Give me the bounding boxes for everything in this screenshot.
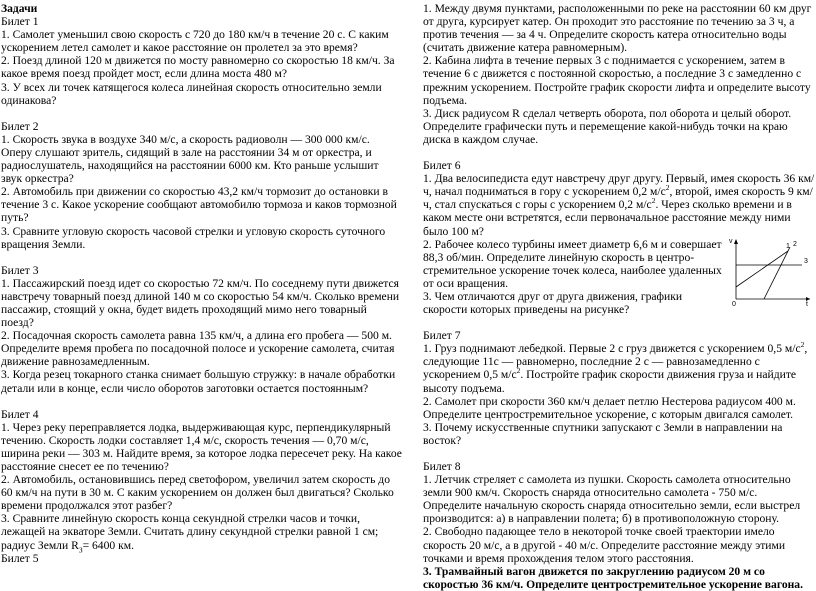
graph-label-1: 1: [786, 243, 790, 251]
ticket-8-title: Билет 8: [423, 460, 461, 473]
graph-t-label: t: [806, 301, 808, 308]
ticket-6-problem-3: 3. Чем отличаются друг от друга движения, графики скорости которых приведены на рисунке?: [423, 289, 683, 317]
right-column: [423, 2, 816, 591]
graph-label-2: 2: [793, 241, 797, 249]
ticket-7-problem-2: 2. Самолет при скорости 360 км/ч делает петлю Нестерова радиусом 400 м. Определите центростремительное ускорение, с которым двигался самолет.: [423, 394, 796, 421]
graph-velocity-arrow: [734, 239, 738, 244]
ticket-8-problem-2: 2. Свободно падающее тело в некоторой точке своей траектории имело скорость 20 м/с, а в другой - 40 м/с. Определите расстояние между этими точками и время прохождения телом этого расстояния.: [423, 525, 786, 565]
ticket-7-title: Билет 7: [423, 329, 461, 343]
graph-label-3: 3: [804, 258, 808, 266]
left-column: [1, 2, 402, 565]
graph-line-2: [764, 247, 790, 299]
ticket-4-problem-1: 1. Через реку переправляется лодка, выдерживающая курс, перпендикулярный течению. Скорость лодки составляет 1,4 м/с, скорость течения — 0,70 м/с, ширина реки — 303 м. Найдите время, за которое лодка пересечет реку. На какое расстояние снесет ее по течению?: [1, 420, 402, 473]
ticket-4-problem-3: 3. Сравните линейную скорость конца секундной стрелки часов и точки, лежащей на экваторе Земли. Считать длину секундной стрелки равной 1 см; радиус Земли $R_З= 6400$ км.: [1, 512, 379, 554]
ticket-7-problem-1: 1. Груз поднимают лебедкой. Первые 2 с груз движется с ускорением 0,5 $м/с^2$, следующие 11с — равномерно, последние 2 с — равнозамедленно с ускорением 0,5 $м/с^2$. Постройте график скорости движения груза и найдите высоту подъема.: [423, 340, 808, 395]
ticket-1-title: Билет 1: [1, 15, 39, 29]
document-heading: Задачи: [1, 2, 38, 15]
ticket-2-problem-1: 1. Скорость звука в воздухе 340 м/с, а скорость радиоволн — 300 000 км/с. Оперу слушают зритель, сидящий в зале на расстоянии 34 м от оркестра, и радиослушатель, находящийся на расстоянии 6000 км. Кто раньше услышит звук оркестра?: [1, 132, 379, 186]
ticket-6: [423, 159, 816, 316]
ticket-6-problem-1: 1. Два велосипедиста едут навстречу друг другу. Первый, имея скорость 36 км/ч, начал подниматься в гору с ускорением 0,2 $м/с^2$, второй, имея скорость 9 км/ч, стал спускаться с горы с ускорением 0,2 $м/с^2$. Через сколько времени и в каком месте они встретятся, если первоначальное расстояние между ними было 100 м?: [423, 172, 815, 238]
ticket-2-problem-2: 2. Автомобиль при движении со скоростью 43,2 км/ч тормозит до остановки в течение 3 с. Какое ускорение сообщают автомобилю тормоза и каков тормозной путь?: [1, 185, 397, 225]
ticket-5-title: Билет 5: [1, 551, 39, 565]
ticket-3-problem-1: 1. Пассажирский поезд идет со скоростью 72 км/ч. По соседнему пути движется навстречу товарный поезд длиной 140 м со скоростью 54 км/ч. Сколько времени пассажир, стоящий у окна, будет видеть проходящий мимо него товарный поезд?: [1, 276, 400, 330]
ticket-1-problem-2: 2. Поезд длиной 120 м движется по мосту равномерно со скоростью 18 км/ч. За какое время поезд пройдет мост, если длина моста 480 м?: [1, 54, 395, 81]
ticket-1-problem-1: 1. Самолет уменьшил свою скорость с 720 до 180 км/ч в течение 20 с. С каким ускорением летел самолет и какое расстояние он пролетел за это время?: [1, 28, 389, 55]
ticket-2-title: Билет 2: [1, 119, 39, 133]
ticket-6-problem-2: 2. Рабочее колесо турбины имеет диаметр 6,6 м и совершает 88,3 об/мин. Определите линейную скорость в центро-стремительное ускорение точек колеса, наиболее удаленных от оси вращения.: [423, 237, 722, 290]
ticket-4-title: Билет 4: [1, 407, 39, 421]
ticket-3-title: Билет 3: [1, 263, 39, 277]
graph-line-1: [736, 251, 788, 287]
ticket-5-problem-1: 1. Между двумя пунктами, расположенными по реке на расстоянии 60 км друг от друга, курсирует катер. Он проходит это расстояние по течению за 3 ч, а против течения — за 4 ч. Определите скорость катера относительно воды (считать движение катера равномерным).: [423, 2, 812, 55]
ticket-3-problem-2: 2. Посадочная скорость самолета равна 135 км/ч, а длина его пробега — 500 м. Определите время пробега по посадочной полосе и ускорение самолета, считая движение равнозамедленным.: [1, 329, 395, 369]
ticket-1-problem-3: 3. У всех ли точек катящегося колеса линейная скорость относительно земли одинакова?: [1, 80, 382, 107]
ticket-8-problem-3: 3. Трамвайный вагон движется по закруглению радиусом 20 м со скоростью 36 км/ч. Определите центростремительное ускорение вагона.: [423, 564, 803, 591]
ticket-2-problem-3: 3. Сравните угловую скорость часовой стрелки и угловую скорость суточного вращения Земли.: [1, 224, 386, 251]
ticket-7-problem-3: 3. Почему искусственные спутники запускают с Земли в направлении на восток?: [423, 420, 783, 447]
graph-v-label: v: [729, 238, 733, 246]
ticket-3-problem-3: 3. Когда резец токарного станка снимает большую стружку: в начале обработки детали или в конце, если число оборотов заготовки остается постоянным?: [1, 368, 396, 395]
ticket-4-problem-2: 2. Автомобиль, остановившись перед светофором, увеличил затем скорость до 60 км/ч на пути в 30 м. С каким ускорением он должен был двигаться? Сколько времени продолжался этот разбег?: [1, 473, 394, 513]
ticket-5-problem-3: 3. Диск радиусом R сделал четверть оборота, пол оборота и целый оборот. Определите графически путь и перемещение какой-нибудь точки на краю диска в каждом случае.: [423, 106, 792, 146]
ticket-5-problem-2: 2. Кабина лифта в течение первых 3 с поднимается с ускорением, затем в течение 6 с движется с постоянной скоростью, а последние 3 с замедленно с прежним ускорением. Постройте график скорости лифта и определите высоту подъема.: [423, 54, 811, 107]
velocity-graph: [726, 235, 814, 307]
ticket-8-problem-1: 1. Летчик стреляет с самолета из пушки. Скорость самолета относительно земли 900 км/ч. Скорость снаряда относительно самолета - 750 м/с. Определите начальную скорость снаряда относительно земли, если выстрел производится: а) в направлении полета; б) в противоположную сторону.: [423, 473, 801, 526]
ticket-6-title: Билет 6: [423, 159, 461, 173]
graph-origin-label: 0: [732, 301, 736, 308]
